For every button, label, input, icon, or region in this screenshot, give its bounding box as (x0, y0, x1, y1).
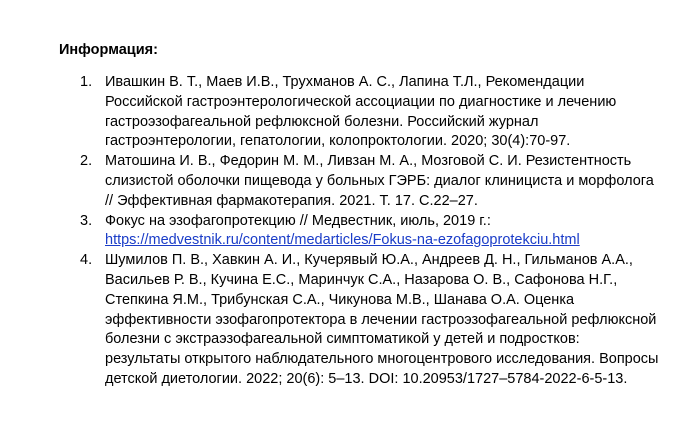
reference-list (59, 73, 659, 390)
reference-text: Фокус на эзофагопротекцию // Медвестник, июль, 2019 г.: (105, 212, 491, 229)
reference-item-3 (59, 212, 659, 252)
reference-number: 4. (80, 252, 93, 269)
reference-number: 3. (80, 212, 93, 229)
document (59, 40, 659, 390)
reference-item-2 (59, 152, 659, 211)
reference-item-4 (59, 251, 659, 390)
medvestnik-link[interactable]: https://medvestnik.ru/content/medarticles/Fokus-na-ezofagoprotekciu.html (105, 232, 580, 249)
reference-number: 2. (80, 153, 93, 170)
reference-text: Матошина И. В., Федорин М. М., Ливзан М. А., Мозговой С. И. Резистентность слизистой оболочки пищевода у больных ГЭРБ: диалог клинициста и морфолога // Эффективная фармакотерапия. 2021. Т. 17. С.22–27. (105, 153, 654, 209)
reference-item-1 (59, 73, 659, 152)
information-heading: Информация: (59, 42, 158, 58)
reference-text: Ивашкин В. Т., Маев И.В., Трухманов А. С., Лапина Т.Л., Рекомендации Российской гастроэнтерологической ассоциации по диагностике и лечению гастроэзофагеальной рефлюксной болезни. Российский журнал гастроэнтерологии, гепатологии, колопроктологии. 2020; 30(4):70-97. (105, 74, 617, 150)
reference-text: Шумилов П. В., Хавкин А. И., Кучерявый Ю.А., Андреев Д. Н., Гильманов А.А., Васильев Р. В., Кучина Е.С., Маринчук С.А., Назарова О. В., Сафонова Н.Г., Степкина Я.М., Трибунская С.А., Чикунова М.В., Шанава О.А. Оценка эффективности эзофагопротектора в лечении гастроэзофагеальной рефлюксной болезни с экстраэзофагеальной симптоматикой у детей и подростков: результаты открытого наблюдательного многоцентрового исследования. Вопросы детской диетологии. 2022; 20(6): 5–13. DOI: 10.20953/1727–5784-2022-6-5-13. (105, 252, 659, 387)
reference-number: 1. (80, 74, 93, 90)
